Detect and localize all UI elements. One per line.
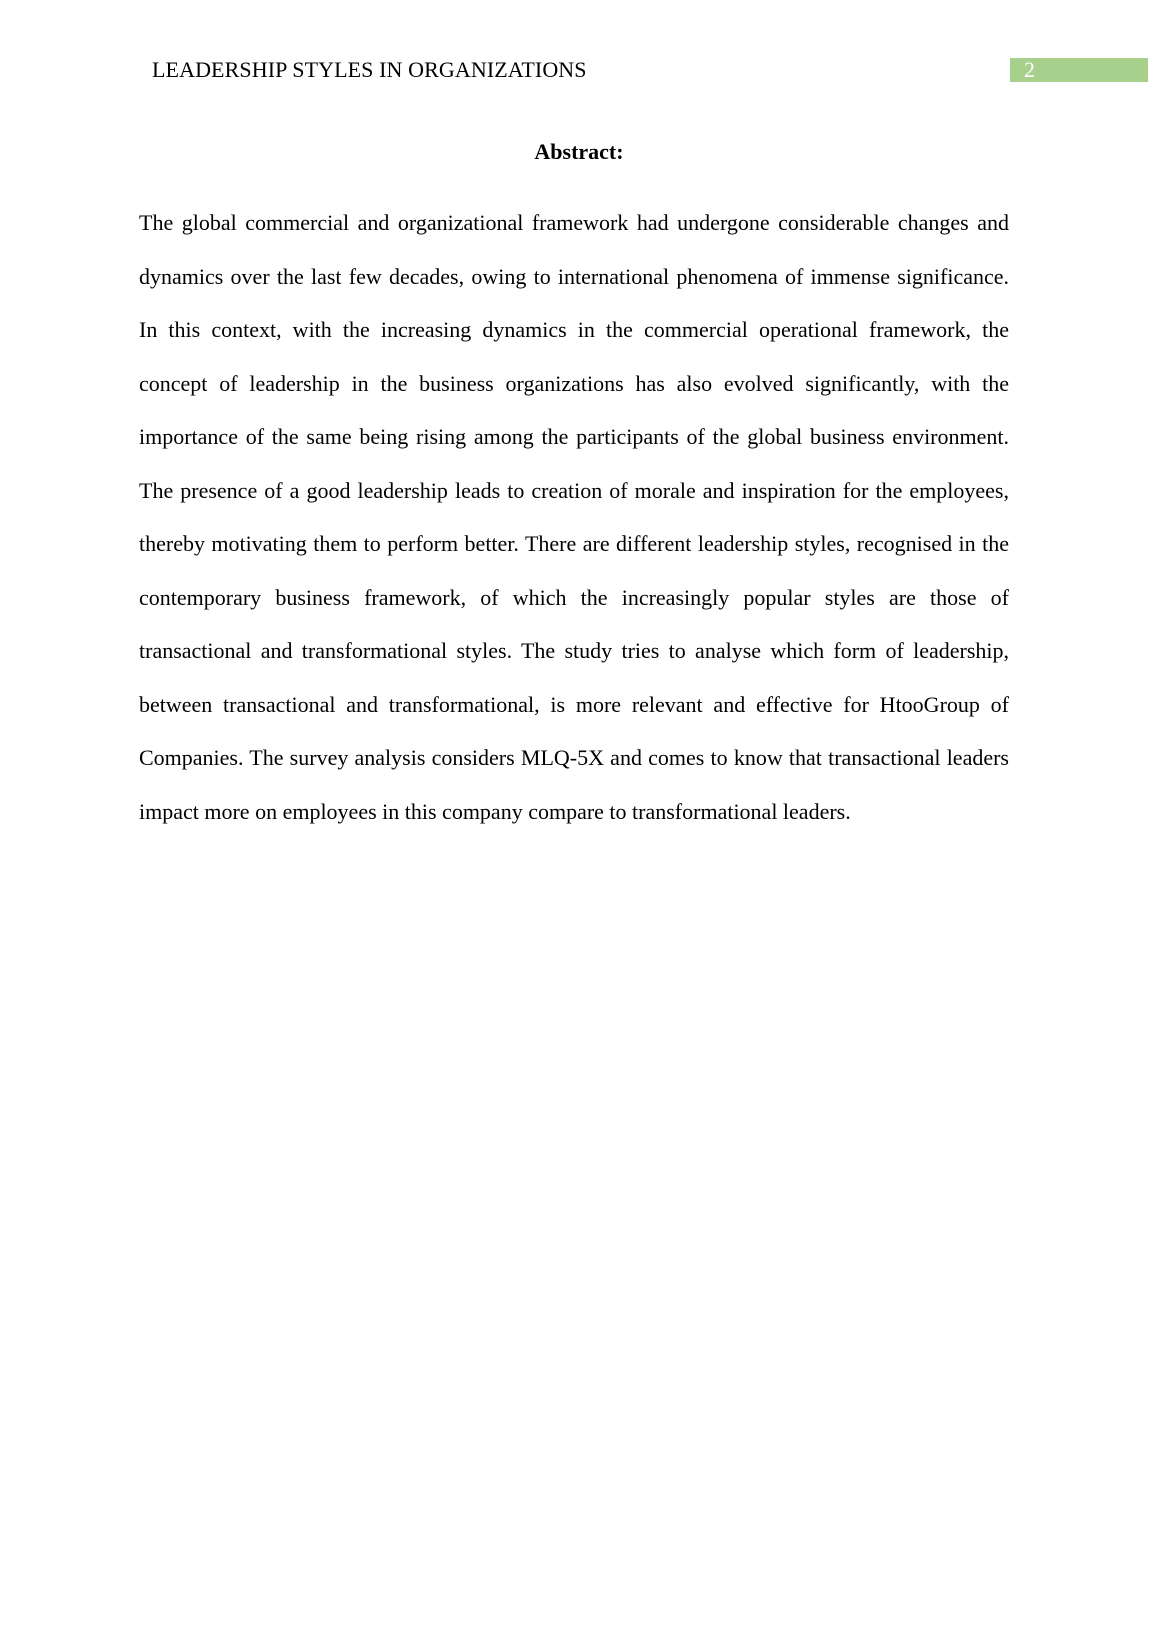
abstract-heading: Abstract: <box>534 139 624 164</box>
page-number-badge <box>1010 58 1148 82</box>
running-head: LEADERSHIP STYLES IN ORGANIZATIONS <box>152 57 587 82</box>
abstract-paragraph: The global commercial and organizational framework had undergone considerable changes and dynamics over the last few decades, owing to international phenomena of immense significance. In this context, with the increasing dynamics in the commercial operational framework, the concept of leadership in the business organizations has also evolved significantly, with the importance of the same being rising among the participants of the global business environment. The presence of a good leadership leads to creation of morale and inspiration for the employees, thereby motivating them to perform better. There are different leadership styles, recognised in the contemporary business framework, of which the increasingly popular styles are those of transactional and transformational styles. The study tries to analyse which form of leadership, between transactional and transformational, is more relevant and effective for HtooGroup of Companies. The survey analysis considers MLQ-5X and comes to know that transactional leaders impact more on employees in this company compare to transformational leaders. <box>139 210 1009 824</box>
page-number: 2 <box>1024 57 1035 82</box>
